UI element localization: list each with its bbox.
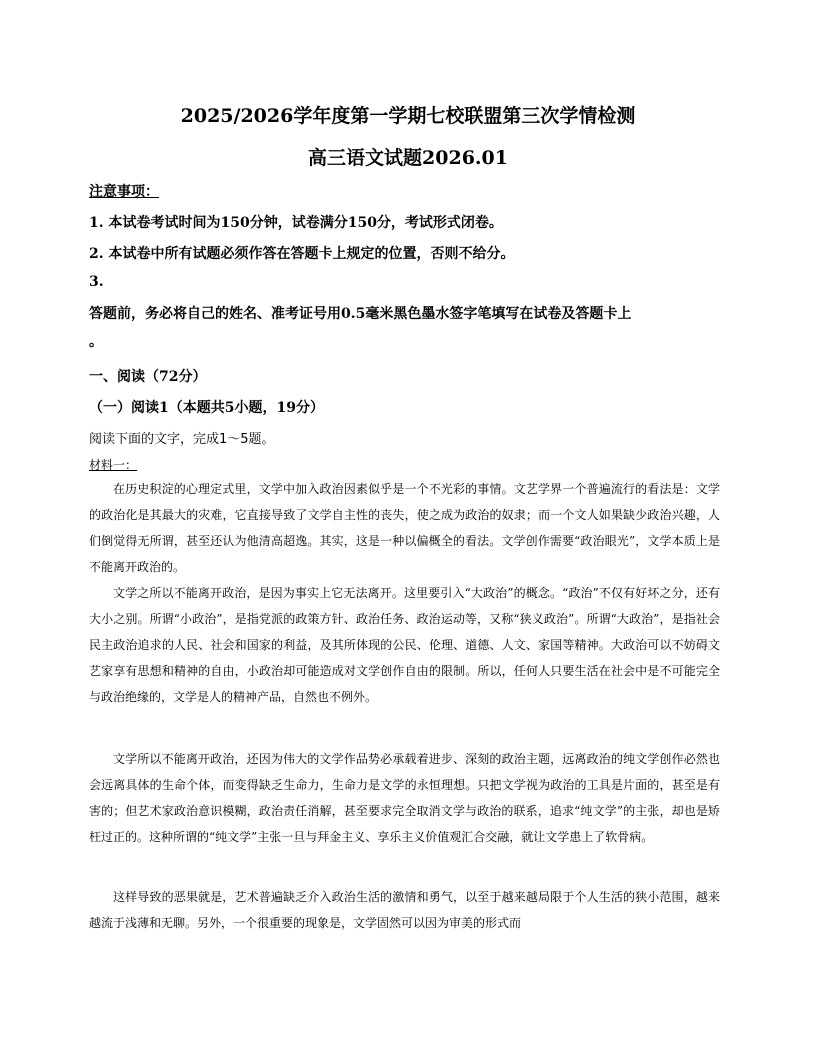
passage-paragraph-3: 文学所以不能离开政治，还因为伟大的文学作品势必承载着进步、深刻的政治主题，远离政治的纯文学创作必然也会远离具体的生命个体，而变得缺乏生命力，生命力是文学的永恒理想。只把文学视为政治的工具是片面的，甚至是有害的；但艺术家政治意识模糊，政治责任消解，甚至要求完全取消文学与政治的联系，追求“纯文学”的主张，却也是矫枉过正的。这种所谓的“纯文学”主张一旦与拜金主义、享乐主义价值观汇合交融，就让文学患上了软骨病。 [89,752,720,844]
passage-paragraph-2: 文学之所以不能离开政治，是因为事实上它无法离开。这里要引入“大政治”的概念。“政治”不仅有好坏之分，还有大小之别。所谓“小政治”，是指党派的政策方针、政治任务、政治运动等，又称“狭义政治”。所谓“大政治”，是指社会民主政治追求的人民、社会和国家的利益，及其所体现的公民、伦理、道德、人文、家国等精神。大政治可以不妨碍文艺家享有思想和精神的自由，小政治却可能造成对文学创作自由的限制。所以，任何人只要生活在社会中是不可能完全与政治绝缘的，文学是人的精神产品，自然也不例外。 [89,586,720,704]
section-subheading: （一）阅读1（本题共5小题，19分） [89,400,324,416]
notice-item-2: 2. 本试卷中所有试题必须作答在答题卡上规定的位置，否则不给分。 [89,246,515,262]
notice-item-3-text: 答题前，务必将自己的姓名、准考证号用0.5毫米黑色墨水签字笔填写在试卷及答题卡上 [89,306,632,322]
section-heading: 一、阅读（72分） [89,369,207,385]
material-label: 材料一： [89,458,138,472]
notice-item-3-number: 3. [89,274,104,290]
notice-heading: 注意事项： [89,184,159,200]
exam-title: 2025/2026学年度第一学期七校联盟第三次学情检测 [180,105,636,127]
notice-item-3-end: 。 [89,334,103,350]
reading-instruction: 阅读下面的文字，完成1～5题。 [89,432,275,447]
passage-paragraph-1: 在历史积淀的心理定式里，文学中加入政治因素似乎是一个不光彩的事情。文艺学界一个普遍流行的看法是：文学的政治化是其最大的灾难，它直接导致了文学自主性的丧失，使之成为政治的奴隶；而一个文人如果缺少政治兴趣，人们倒觉得无所谓，甚至还认为他清高超逸。其实，这是一种以偏概全的看法。文学创作需要“政治眼光”，文学本质上是不能离开政治的。 [89,482,720,574]
passage-paragraph-4: 这样导致的恶果就是，艺术普遍缺乏介入政治生活的激情和勇气，以至于越来越局限于个人生活的狭小范围，越来越流于浅薄和无聊。另外，一个很重要的现象是，文学固然可以因为审美的形式而 [89,890,720,930]
notice-item-1: 1. 本试卷考试时间为150分钟，试卷满分150分，考试形式闭卷。 [89,215,503,231]
exam-subtitle: 高三语文试题2026.01 [308,147,508,169]
